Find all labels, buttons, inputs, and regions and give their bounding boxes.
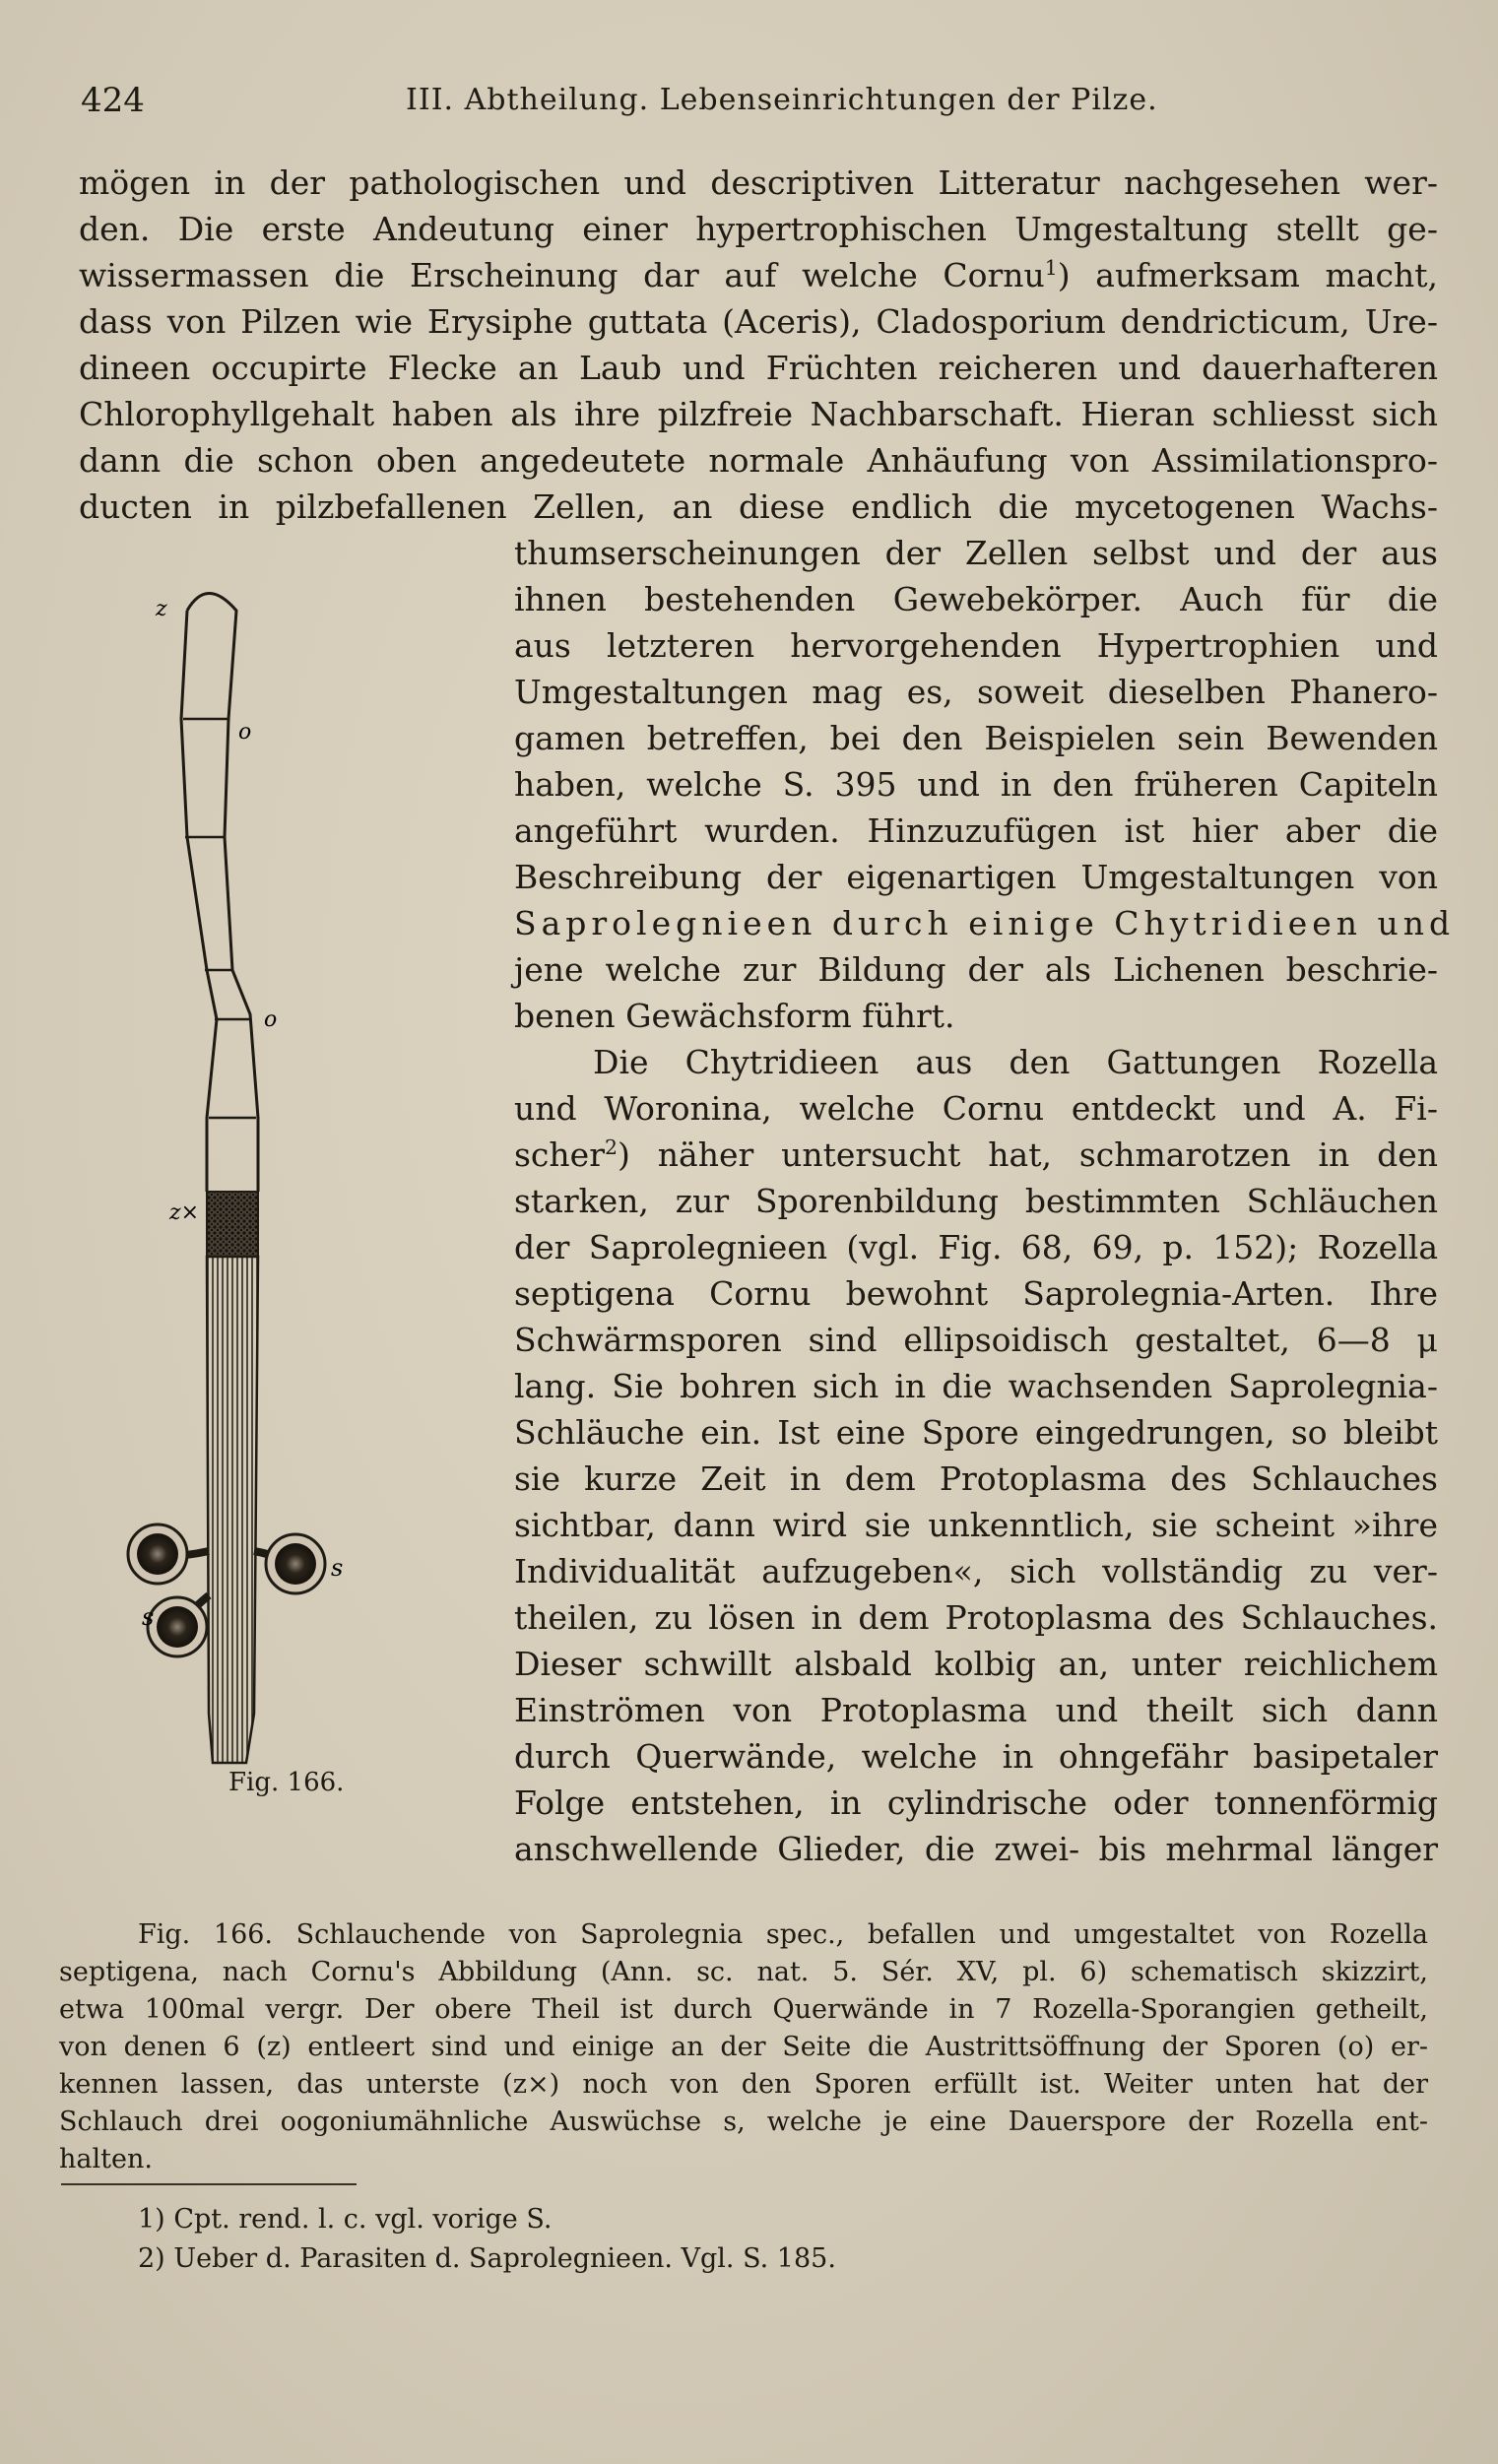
text-line: sie kurze Zeit in dem Protoplasma des Schlauches: [514, 1459, 1438, 1498]
text-line: Einströmen von Protoplasma und theilt sich dann: [514, 1691, 1438, 1729]
text-line: Folge entstehen, in cylindrische oder tonnenförmig: [514, 1783, 1438, 1822]
text-line: Beschreibung der eigenartigen Umgestaltungen von: [514, 858, 1438, 896]
text-line: gamen betreffen, bei den Beispielen sein Bewenden: [514, 719, 1438, 757]
text-line: theilen, zu lösen in dem Protoplasma des Schlauches.: [514, 1598, 1438, 1637]
footnote-text: Cpt. rend. l. c. vgl. vorige S.: [173, 2204, 553, 2235]
figure-marker: s: [142, 1603, 155, 1631]
text-line: sichtbar, dann wird sie unkenntlich, sie scheint »ihre: [514, 1506, 1438, 1544]
page-number: 424: [81, 81, 145, 120]
caption-line: von denen 6 (z) entleert sind und einige an der Seite die Austrittsöffnung der Sporen (o) er-: [59, 2032, 1428, 2062]
text-line: angeführt wurden. Hinzuzufügen ist hier aber die: [514, 811, 1438, 850]
text-line: thumserscheinungen der Zellen selbst und der aus: [514, 534, 1438, 572]
text-segment: scher: [514, 1135, 605, 1174]
text-segment: aufmerksam macht,: [1095, 256, 1438, 294]
footnote: [138, 2202, 552, 2237]
text-line: Chlorophyllgehalt haben als ihre pilzfreie Nachbarschaft. Hieran schliesst sich: [79, 395, 1438, 433]
text-line: durch Querwände, welche in ohngefähr basipetaler: [514, 1737, 1438, 1776]
footnote: [138, 2241, 836, 2277]
figure-166: [142, 581, 404, 1763]
text-line: aus letzteren hervorgehenden Hypertrophien und: [514, 626, 1438, 665]
caption-line: halten.: [59, 2144, 153, 2174]
text-line: ihnen bestehenden Gewebekörper. Auch für die: [514, 580, 1438, 618]
text-line: der Saprolegnieen (vgl. Fig. 68, 69, p. 152); Rozella: [514, 1228, 1438, 1266]
caption-line: etwa 100mal vergr. Der obere Theil ist durch Querwände in 7 Rozella-Sporangien getheilt,: [59, 1994, 1428, 2025]
figure-marker: z: [156, 597, 167, 621]
footnote-rule: [61, 2183, 357, 2185]
page-header: [81, 81, 1440, 130]
text-line: Individualität aufzugeben«, sich vollständig zu ver-: [514, 1552, 1438, 1590]
text-line: Schläuche ein. Ist eine Spore eingedrungen, so bleibt: [514, 1413, 1438, 1452]
text-line: Die Chytridieen aus den Gattungen Rozella: [593, 1043, 1438, 1081]
text-line: dineen occupirte Flecke an Laub und Früchten reicheren und dauerhafteren: [79, 349, 1438, 387]
text-line: ducten in pilzbefallenen Zellen, an diese endlich die mycetogenen Wachs-: [79, 487, 1438, 526]
text-line: starken, zur Sporenbildung bestimmten Schläuchen: [514, 1182, 1438, 1220]
text-line: wissermassen die Erscheinung dar auf welche Cornu$^1$) aufmerksam macht,: [79, 256, 1438, 294]
text-line: Umgestaltungen mag es, soweit dieselben Phanero-: [514, 673, 1438, 711]
footnote-mark: 1): [138, 2204, 165, 2235]
figure-label: Fig. 166.: [228, 1768, 345, 1797]
caption-line: kennen lassen, das unterste (z×) noch von den Sporen erfüllt ist. Weiter unten hat der: [59, 2069, 1428, 2100]
text-line: und Woronina, welche Cornu entdeckt und A. Fi-: [514, 1089, 1438, 1128]
caption-line: septigena, nach Cornu's Abbildung (Ann. sc. nat. 5. Sér. XV, pl. 6) schematisch skizzirt,: [59, 1957, 1428, 1987]
footnote-text: Ueber d. Parasiten d. Saprolegnieen. Vgl. S. 185.: [173, 2243, 836, 2274]
footnote-ref: 1: [1044, 256, 1058, 280]
text-segment: näher untersucht hat, schmarotzen in den: [657, 1135, 1439, 1174]
running-head: III. Abtheilung. Lebenseinrichtungen der Pilze.: [406, 83, 1158, 117]
text-line: Saprolegnieen durch einige Chytridieen und: [514, 904, 1456, 942]
text-line: den. Die erste Andeutung einer hypertrophischen Umgestaltung stellt ge-: [79, 210, 1438, 248]
text-line: scher$^2$) näher untersucht hat, schmarotzen in den: [514, 1135, 1439, 1174]
figure-marker: s: [331, 1554, 344, 1582]
caption-line: Fig. 166. Schlauchende von Saprolegnia spec., befallen und umgestaltet von Rozella: [138, 1919, 1428, 1950]
text-line: jene welche zur Bildung der als Lichenen beschrie-: [514, 950, 1438, 989]
figure-marker: o: [238, 720, 252, 745]
text-line: dann die schon oben angedeutete normale Anhäufung von Assimilationspro-: [79, 441, 1438, 480]
text-line: benen Gewächsform führt.: [514, 997, 955, 1035]
footnote-mark: 2): [138, 2243, 165, 2274]
caption-line: Schlauch drei oogoniumähnliche Auswüchse s, welche je eine Dauerspore der Rozella ent-: [59, 2107, 1428, 2137]
text-line: dass von Pilzen wie Erysiphe guttata (Aceris), Cladosporium dendricticum, Ure-: [79, 302, 1438, 341]
text-segment: wissermassen die Erscheinung dar auf welche Cornu: [79, 256, 1045, 294]
text-line: mögen in der pathologischen und descriptiven Litteratur nachgesehen wer-: [79, 163, 1438, 202]
text-line: haben, welche S. 395 und in den früheren Capiteln: [514, 765, 1438, 804]
figure-marker: o: [264, 1007, 278, 1032]
hypha-illustration: [142, 581, 404, 1763]
figure-marker: z×: [169, 1200, 200, 1225]
text-line: lang. Sie bohren sich in die wachsenden Saprolegnia-: [514, 1367, 1438, 1405]
text-line: Dieser schwillt alsbald kolbig an, unter reichlichem: [514, 1645, 1438, 1683]
footnote-ref: 2: [604, 1135, 618, 1159]
text-line: septigena Cornu bewohnt Saprolegnia-Arten. Ihre: [514, 1274, 1438, 1313]
text-line: Schwärmsporen sind ellipsoidisch gestaltet, 6—8 μ: [514, 1321, 1438, 1359]
text-line: anschwellende Glieder, die zwei- bis mehrmal länger: [514, 1830, 1438, 1868]
